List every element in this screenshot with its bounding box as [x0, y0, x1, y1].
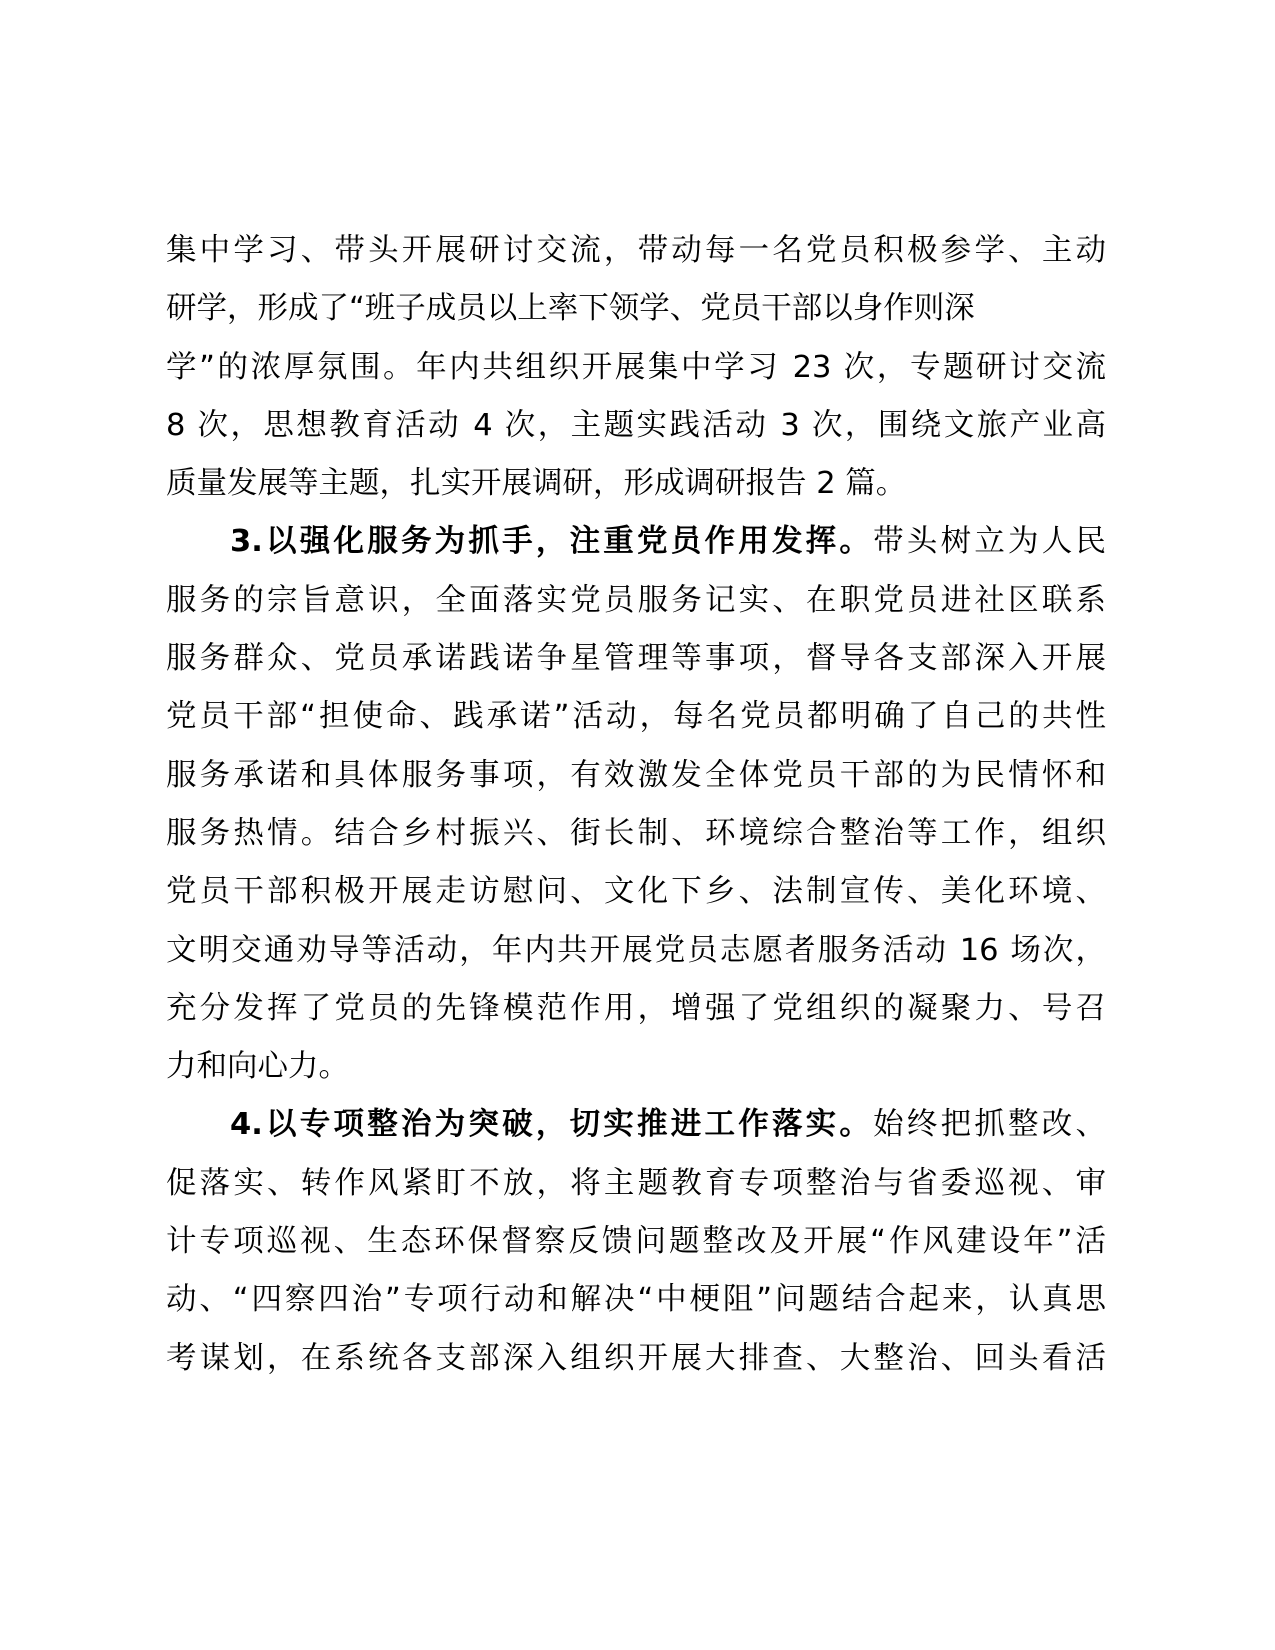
text-line: 质量发展等主题，扎实开展调研，形成调研报告 2 篇。	[166, 466, 907, 502]
heading-rest-text: 始终把抓整改、	[873, 1107, 1107, 1143]
paragraph-service	[166, 513, 1106, 1096]
text-line: 8 次，思想教育活动 4 次，主题实践活动 3 次，围绕文旅产业高	[166, 407, 1106, 443]
text-line: 集中学习、带头开展研讨交流，带动每一名党员积极参学、主动	[166, 233, 1106, 268]
text-line: 考谋划，在系统各支部深入组织开展大排查、大整治、回头看活	[166, 1340, 1106, 1376]
text-line	[166, 1096, 1106, 1154]
heading-rest-text: 带头树立为人民	[873, 524, 1107, 560]
text-line: 学”的浓厚氛围。年内共组织开展集中学习 23 次，专题研讨交流	[166, 349, 1106, 385]
section-heading: 4.以专项整治为突破，切实推进工作落实。	[230, 1107, 874, 1143]
text-line: 力和向心力。	[166, 1049, 349, 1085]
section-heading: 3.以强化服务为抓手，注重党员作用发挥。	[230, 524, 874, 560]
paragraph-study	[166, 222, 1106, 513]
text-line: 党员干部积极开展走访慰问、文化下乡、法制宣传、美化环境、	[166, 874, 1106, 910]
text-line	[166, 513, 1106, 571]
paragraph-rectification	[166, 1096, 1106, 1387]
text-line: 研学，形成了“班子成员以上率下领学、党员干部以身作则深	[166, 291, 975, 327]
text-line: 服务热情。结合乡村振兴、街长制、环境综合整治等工作，组织	[166, 815, 1106, 851]
text-line: 充分发挥了党员的先锋模范作用，增强了党组织的凝聚力、号召	[166, 990, 1106, 1026]
text-line: 服务承诺和具体服务事项，有效激发全体党员干部的为民情怀和	[166, 757, 1106, 793]
text-line: 文明交通劝导等活动，年内共开展党员志愿者服务活动 16 场次，	[166, 932, 1106, 968]
text-line: 服务群众、党员承诺践诺争星管理等事项，督导各支部深入开展	[166, 641, 1106, 677]
text-line: 促落实、转作风紧盯不放，将主题教育专项整治与省委巡视、审	[166, 1165, 1106, 1201]
text-line: 服务的宗旨意识，全面落实党员服务记实、在职党员进社区联系	[166, 582, 1106, 618]
document-body	[166, 222, 1106, 1388]
text-line: 动、“四察四治”专项行动和解决“中梗阻”问题结合起来，认真思	[166, 1282, 1106, 1318]
text-line: 计专项巡视、生态环保督察反馈问题整改及开展“作风建设年”活	[166, 1224, 1106, 1260]
text-line: 党员干部“担使命、践承诺”活动，每名党员都明确了自己的共性	[166, 699, 1106, 735]
